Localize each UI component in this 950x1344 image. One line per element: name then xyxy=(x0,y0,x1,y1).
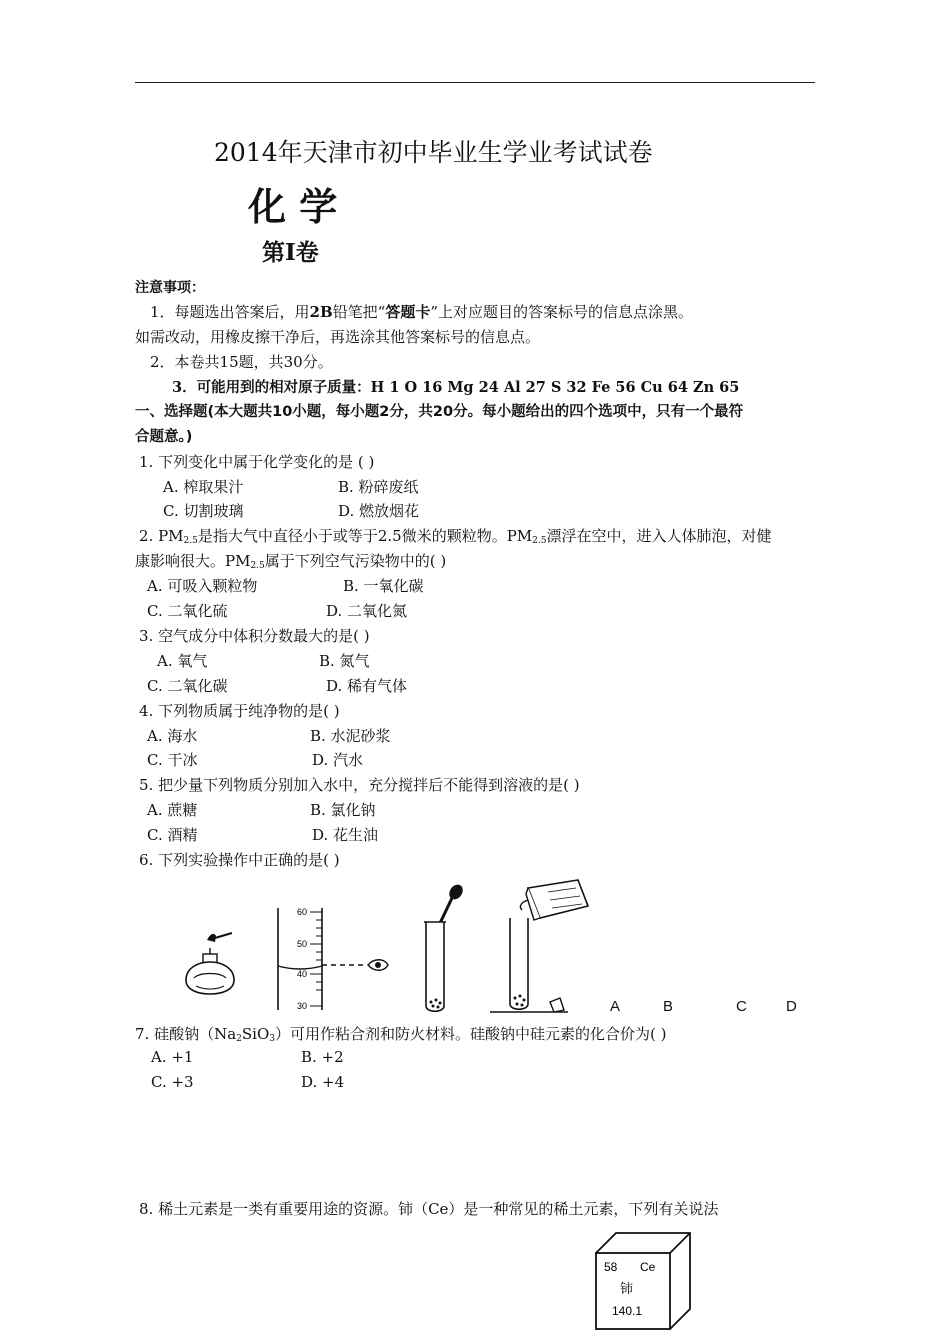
note-1-line-2: 如需改动，用橡皮擦干净后，再选涂其他答案标号的信息点。 xyxy=(135,328,541,346)
q7-option-d: D. +4 xyxy=(301,1073,345,1091)
element-name: 铈 xyxy=(620,1282,634,1297)
note-1-answer-card: 答题卡 xyxy=(385,303,431,321)
element-atomic-number: 58 xyxy=(604,1260,618,1274)
q2-subscript-1: 2.5 xyxy=(183,536,198,546)
q5-stem: 5. 把少量下列物质分别加入水中，充分搅拌后不能得到溶液的是( ) xyxy=(139,776,580,794)
q7-stem xyxy=(135,1023,666,1044)
q1-option-b: B. 粉碎废纸 xyxy=(338,478,419,496)
q7-subscript-2: 3 xyxy=(269,1034,275,1044)
section-1-heading-line-2: 合题意。) xyxy=(135,429,193,445)
dropper-test-tube-figure xyxy=(418,882,468,1017)
q2-subscript-3: 2.5 xyxy=(250,561,265,571)
q1-stem: 1. 下列变化中属于化学变化的是 ( ) xyxy=(139,453,375,471)
q2-stem-part-2: 是指大气中直径小于或等于2.5微米的颗粒物。PM xyxy=(197,527,533,545)
subject-title: 化 学 xyxy=(248,185,338,229)
cylinder-tick-50: 50 xyxy=(297,939,308,949)
top-rule xyxy=(135,82,815,83)
exam-title: 2014年天津市初中毕业生学业考试试卷 xyxy=(214,138,653,167)
q5-option-b: B. 氯化钠 xyxy=(310,801,376,819)
note-1-part-e: ”上对应题目的答案标号的信息点涂黑。 xyxy=(430,303,694,321)
q6-label-b: B xyxy=(663,998,674,1015)
note-2: 2．本卷共15题，共30分。 xyxy=(150,353,333,371)
q7-subscript-1: 2 xyxy=(236,1034,242,1044)
element-atomic-mass: 140.1 xyxy=(612,1304,643,1318)
q2-stem xyxy=(139,525,772,546)
q4-stem: 4. 下列物质属于纯净物的是( ) xyxy=(139,702,340,720)
q7-option-c: C. +3 xyxy=(151,1073,194,1091)
q3-option-a: A. 氧气 xyxy=(157,652,208,670)
q7-option-b: B. +2 xyxy=(301,1048,344,1066)
q3-option-c: C. 二氧化碳 xyxy=(147,677,228,695)
q6-label-a: A xyxy=(610,998,621,1015)
q6-label-d: D xyxy=(786,998,797,1015)
element-symbol: Ce xyxy=(640,1260,656,1274)
q5-option-c: C. 酒精 xyxy=(147,826,198,844)
graduated-cylinder-figure xyxy=(270,900,400,1015)
volume-title: 第I卷 xyxy=(262,239,319,266)
q6-label-c: C xyxy=(736,998,747,1015)
note-1-pencil: 2B xyxy=(309,303,333,321)
q1-option-c: C. 切割玻璃 xyxy=(163,502,244,520)
q3-option-b: B. 氮气 xyxy=(319,652,370,670)
note-1-part-c: 铅笔把“ xyxy=(332,303,386,321)
q2-option-a: A. 可吸入颗粒物 xyxy=(147,577,258,595)
q7-stem-part-2: SiO xyxy=(241,1025,270,1043)
q2-stem-line-2 xyxy=(135,550,446,571)
q2-option-c: C. 二氧化硫 xyxy=(147,602,228,620)
note-3: 3．可能用到的相对原子质量：H 1 O 16 Mg 24 Al 27 S 32 Fe 56 Cu 64 Zn 65 xyxy=(172,379,740,396)
alcohol-lamp-figure xyxy=(180,930,240,1000)
note-1 xyxy=(150,301,693,322)
pouring-liquid-figure xyxy=(488,878,598,1018)
cylinder-tick-40: 40 xyxy=(297,969,308,979)
q2-stem-part-3: 漂浮在空中，进入人体肺泡，对健 xyxy=(546,527,772,545)
q7-stem-part-3: ）可用作粘合剂和防火材料。硅酸钠中硅元素的化合价为( ) xyxy=(275,1025,667,1043)
q3-option-d: D. 稀有气体 xyxy=(326,677,408,695)
q2-stem-part-1: 2. PM xyxy=(139,527,184,545)
q6-stem: 6. 下列实验操作中正确的是( ) xyxy=(139,851,340,869)
q7-stem-part-1: 7. 硅酸钠（Na xyxy=(135,1025,237,1043)
q8-stem: 8. 稀土元素是一类有重要用途的资源。铈（Ce）是一种常见的稀土元素，下列有关说法 xyxy=(139,1200,719,1218)
note-1-part-a: 1．每题选出答案后，用 xyxy=(150,303,310,321)
q4-option-a: A. 海水 xyxy=(147,727,198,745)
cylinder-tick-60: 60 xyxy=(297,907,308,917)
q4-option-c: C. 干冰 xyxy=(147,751,198,769)
q5-option-d: D. 花生油 xyxy=(312,826,379,844)
q5-option-a: A. 蔗糖 xyxy=(147,801,198,819)
q4-option-b: B. 水泥砂浆 xyxy=(310,727,391,745)
q1-option-d: D. 燃放烟花 xyxy=(338,502,420,520)
q2-option-d: D. 二氧化氮 xyxy=(326,602,408,620)
section-1-heading: 一、选择题(本大题共10小题，每小题2分，共20分。每小题给出的四个选项中，只有一个最符 xyxy=(135,404,744,420)
q1-option-a: A. 榨取果汁 xyxy=(163,478,244,496)
q7-option-a: A. +1 xyxy=(151,1048,194,1066)
cylinder-tick-30: 30 xyxy=(297,1001,308,1011)
q3-stem: 3. 空气成分中体积分数最大的是( ) xyxy=(139,627,370,645)
q4-option-d: D. 汽水 xyxy=(312,751,364,769)
element-cell-cerium xyxy=(594,1231,694,1331)
q2-line2-part-2: 属于下列空气污染物中的( ) xyxy=(264,552,447,570)
q2-option-b: B. 一氧化碳 xyxy=(343,577,424,595)
q2-line2-part-1: 康影响很大。PM xyxy=(135,552,251,570)
notes-heading: 注意事项： xyxy=(135,280,205,296)
q2-subscript-2: 2.5 xyxy=(532,536,547,546)
